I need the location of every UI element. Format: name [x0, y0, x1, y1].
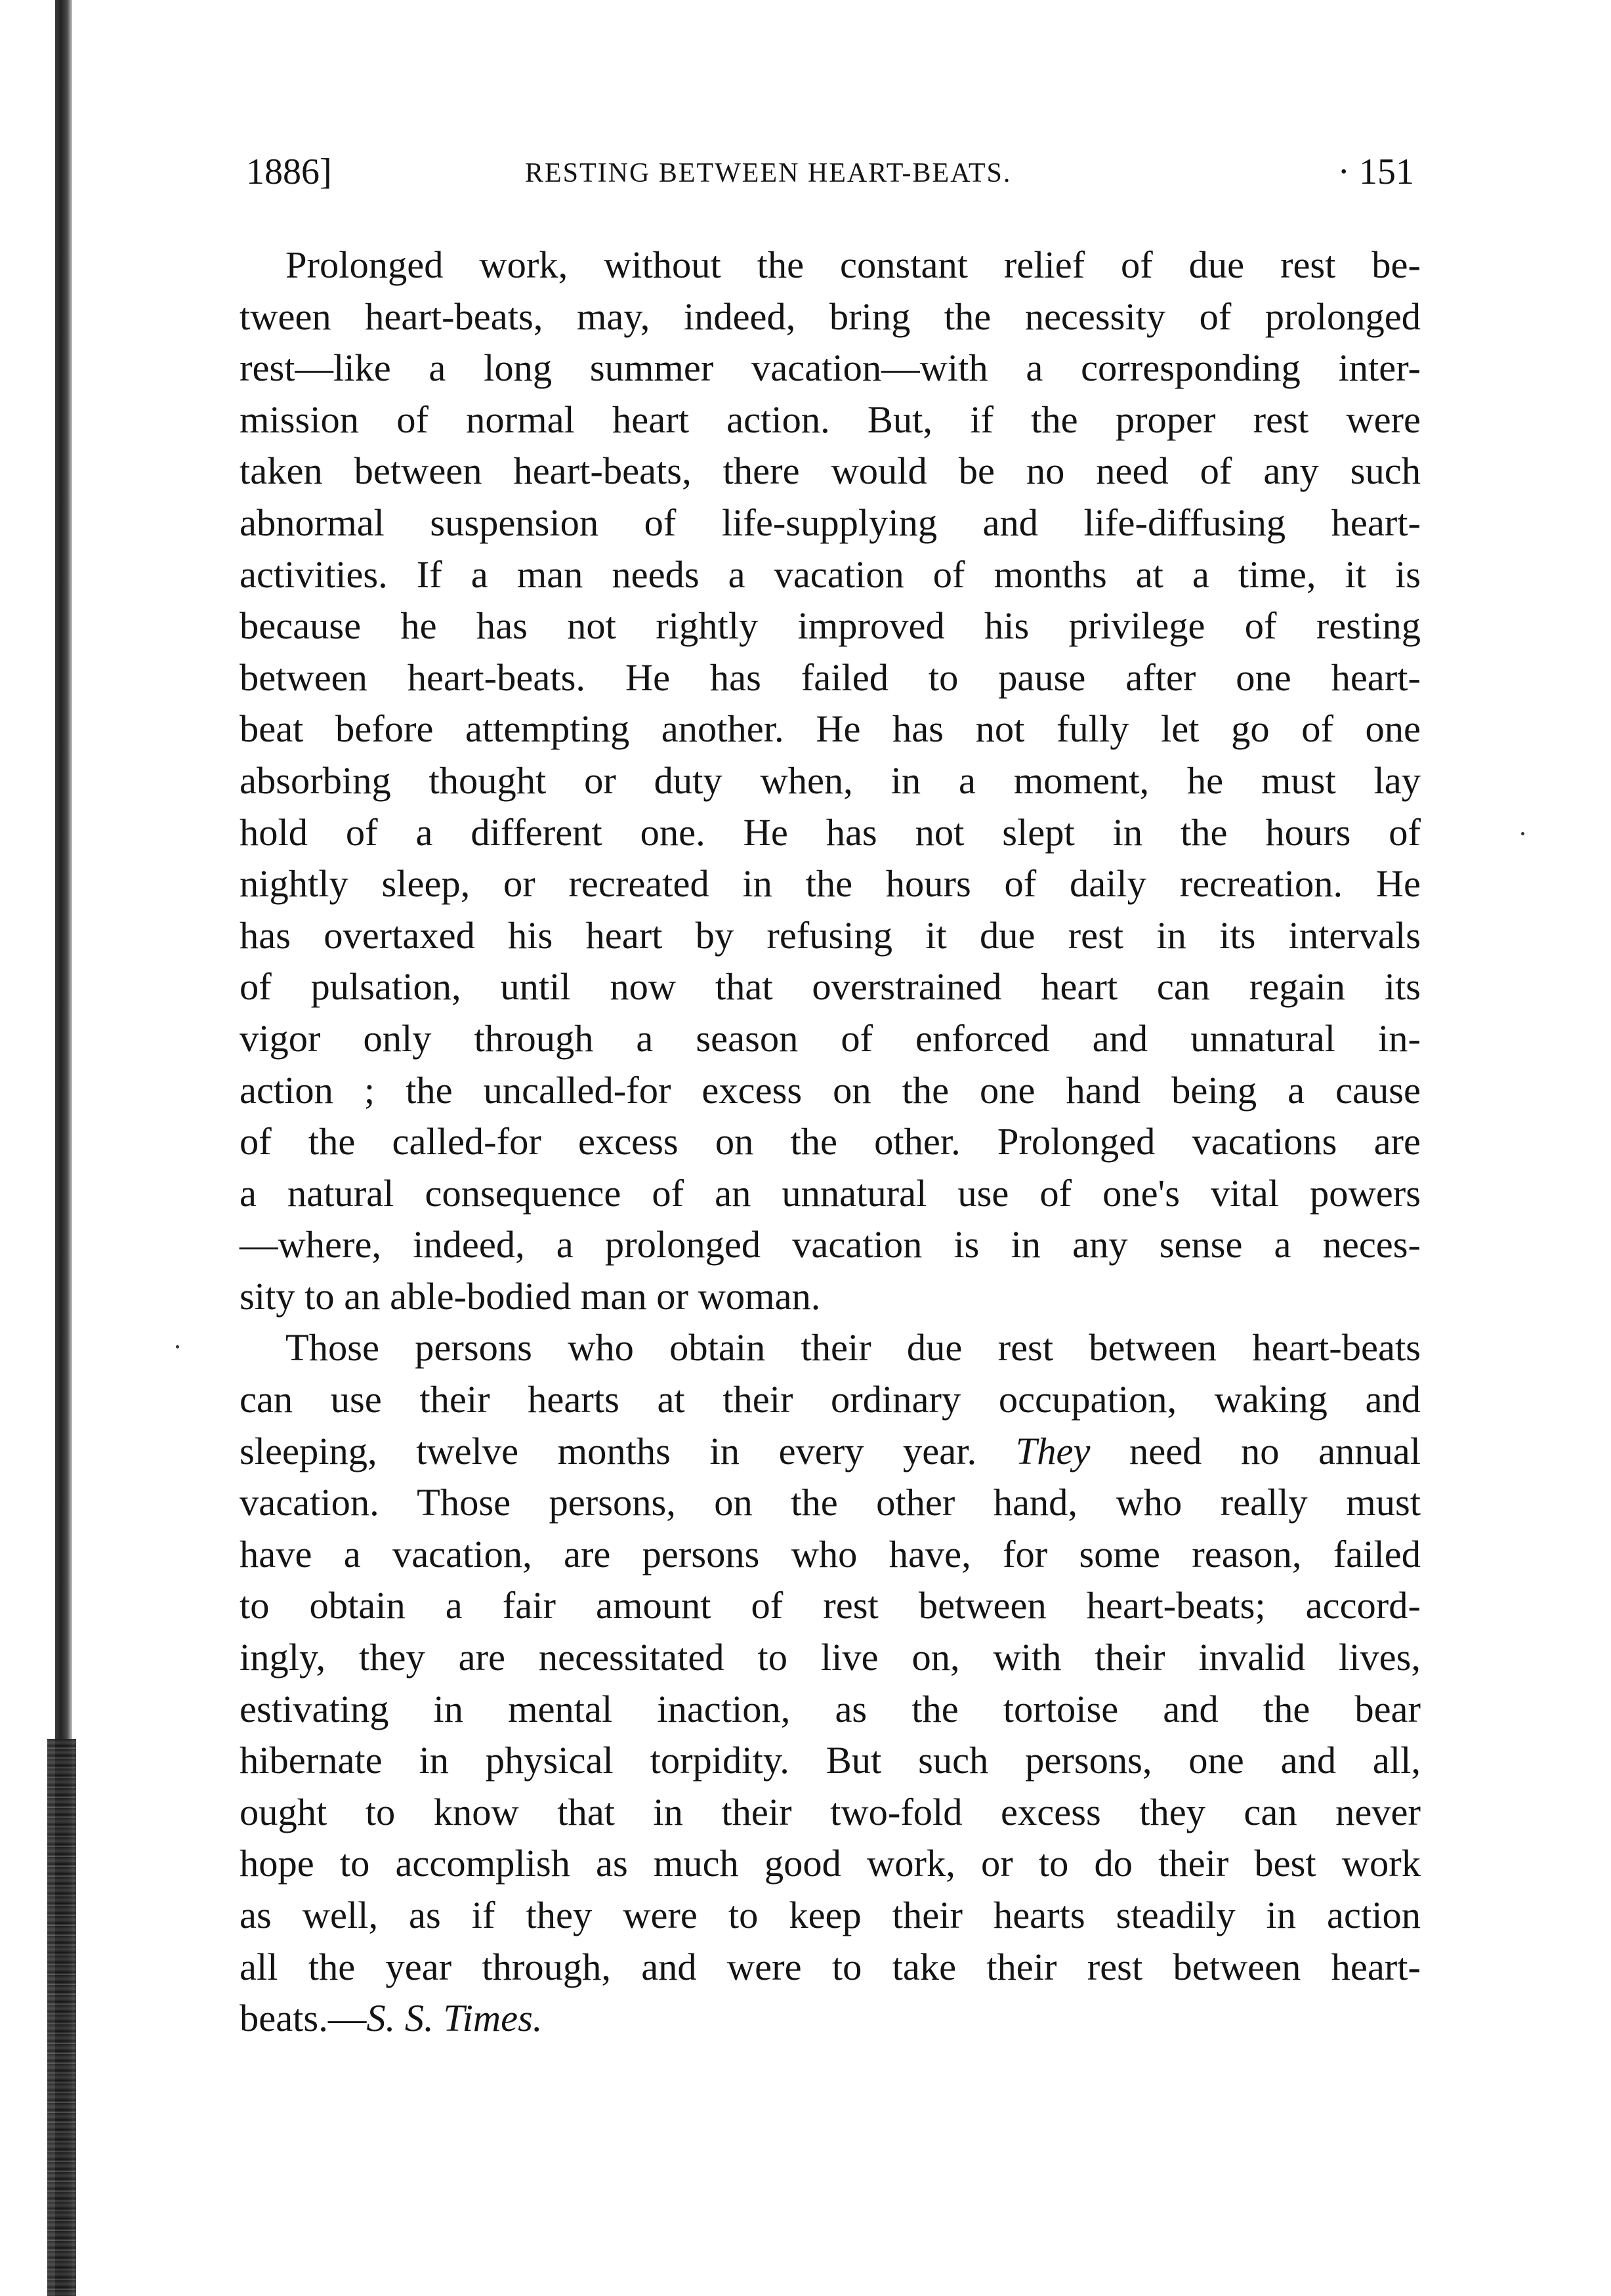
text-line: Prolonged work, without the constant relief of due rest be- [285, 243, 1421, 286]
text-line: ingly, they are necessitated to live on, with their invalid lives, [240, 1636, 1421, 1679]
text-line: have a vacation, are persons who have, for some reason, failed [240, 1532, 1421, 1576]
text-line: can use their hearts at their ordinary occupation, waking and [240, 1378, 1421, 1421]
binding-edge-shadow [47, 1739, 76, 2296]
text-line: hope to accomplish as much good work, or to do their best work [240, 1842, 1421, 1885]
text-segment: need no annual [1129, 1429, 1421, 1472]
text-line: as well, as if they were to keep their hearts steadily in action [240, 1894, 1421, 1936]
text-line: mission of normal heart action. But, if the proper rest were [240, 398, 1421, 441]
running-header [246, 151, 1414, 203]
text-line: of the called-for excess on the other. Prolonged vacations are [240, 1120, 1421, 1163]
scan-speck [176, 1345, 179, 1348]
text-segment: sleeping, twelve months in every year. [240, 1429, 977, 1472]
article-body [240, 240, 1421, 2045]
text-line: hibernate in physical torpidity. But such persons, one and all, [240, 1739, 1421, 1782]
text-line: because he has not rightly improved his privilege of resting [240, 604, 1421, 648]
text-line: estivating in mental inaction, as the tortoise and the bear [240, 1687, 1421, 1730]
text-line: abnormal suspension of life-supplying and life-diffusing heart- [240, 501, 1421, 544]
source-attribution: S. S. Times. [366, 1997, 543, 2040]
text-line: absorbing thought or duty when, in a moment, he must lay [240, 759, 1421, 802]
scan-speck [1521, 832, 1524, 835]
text-line: has overtaxed his heart by refusing it due rest in its intervals [240, 913, 1421, 957]
paragraph-2 [240, 1322, 1421, 2044]
text-line: taken between heart-beats, there would be no need of any such [240, 449, 1421, 493]
text-line: to obtain a fair amount of rest between heart-beats; accord- [240, 1584, 1421, 1627]
text-line: a natural consequence of an unnatural use of one's vital powers [240, 1171, 1421, 1215]
text-line: hold of a different one. He has not slept in the hours of [240, 810, 1421, 854]
text-line: between heart-beats. He has failed to pause after one heart- [240, 656, 1421, 699]
text-line-with-emphasis [240, 1426, 1421, 1478]
page-number: · 151 [1337, 152, 1414, 192]
text-line: sity to an able-bodied man or woman. [240, 1274, 821, 1318]
header-title: RESTING BETWEEN HEART-BEATS. [525, 158, 1012, 188]
text-line: rest—like a long summer vacation—with a corresponding inter- [240, 346, 1421, 390]
text-line: nightly sleep, or recreated in the hours of daily recreation. He [240, 862, 1421, 906]
text-line: of pulsation, until now that overstrained heart can regain its [240, 965, 1421, 1009]
paragraph-1 [240, 240, 1421, 1322]
text-line: vacation. Those persons, on the other hand, who really must [240, 1481, 1421, 1524]
text-line: Those persons who obtain their due rest between heart-beats [285, 1326, 1421, 1369]
emphasis-they: They [1015, 1429, 1091, 1472]
text-line: action ; the uncalled-for excess on the one hand being a cause [240, 1068, 1421, 1112]
text-segment: beats.— [240, 1997, 367, 2040]
text-line: —where, indeed, a prolonged vacation is in any sense a neces- [240, 1223, 1421, 1266]
text-line: beat before attempting another. He has not fully let go of one [240, 707, 1421, 751]
text-line: ought to know that in their two-fold excess they can never [240, 1790, 1421, 1833]
text-line: all the year through, and were to take their rest between heart- [240, 1945, 1421, 1988]
attribution-line [240, 1993, 1421, 2045]
header-year: 1886] [246, 152, 332, 192]
text-line: tween heart-beats, may, indeed, bring the necessity of prolonged [240, 295, 1421, 338]
text-line: activities. If a man needs a vacation of months at a time, it is [240, 553, 1421, 596]
text-line: vigor only through a season of enforced and unnatural in- [240, 1016, 1421, 1060]
